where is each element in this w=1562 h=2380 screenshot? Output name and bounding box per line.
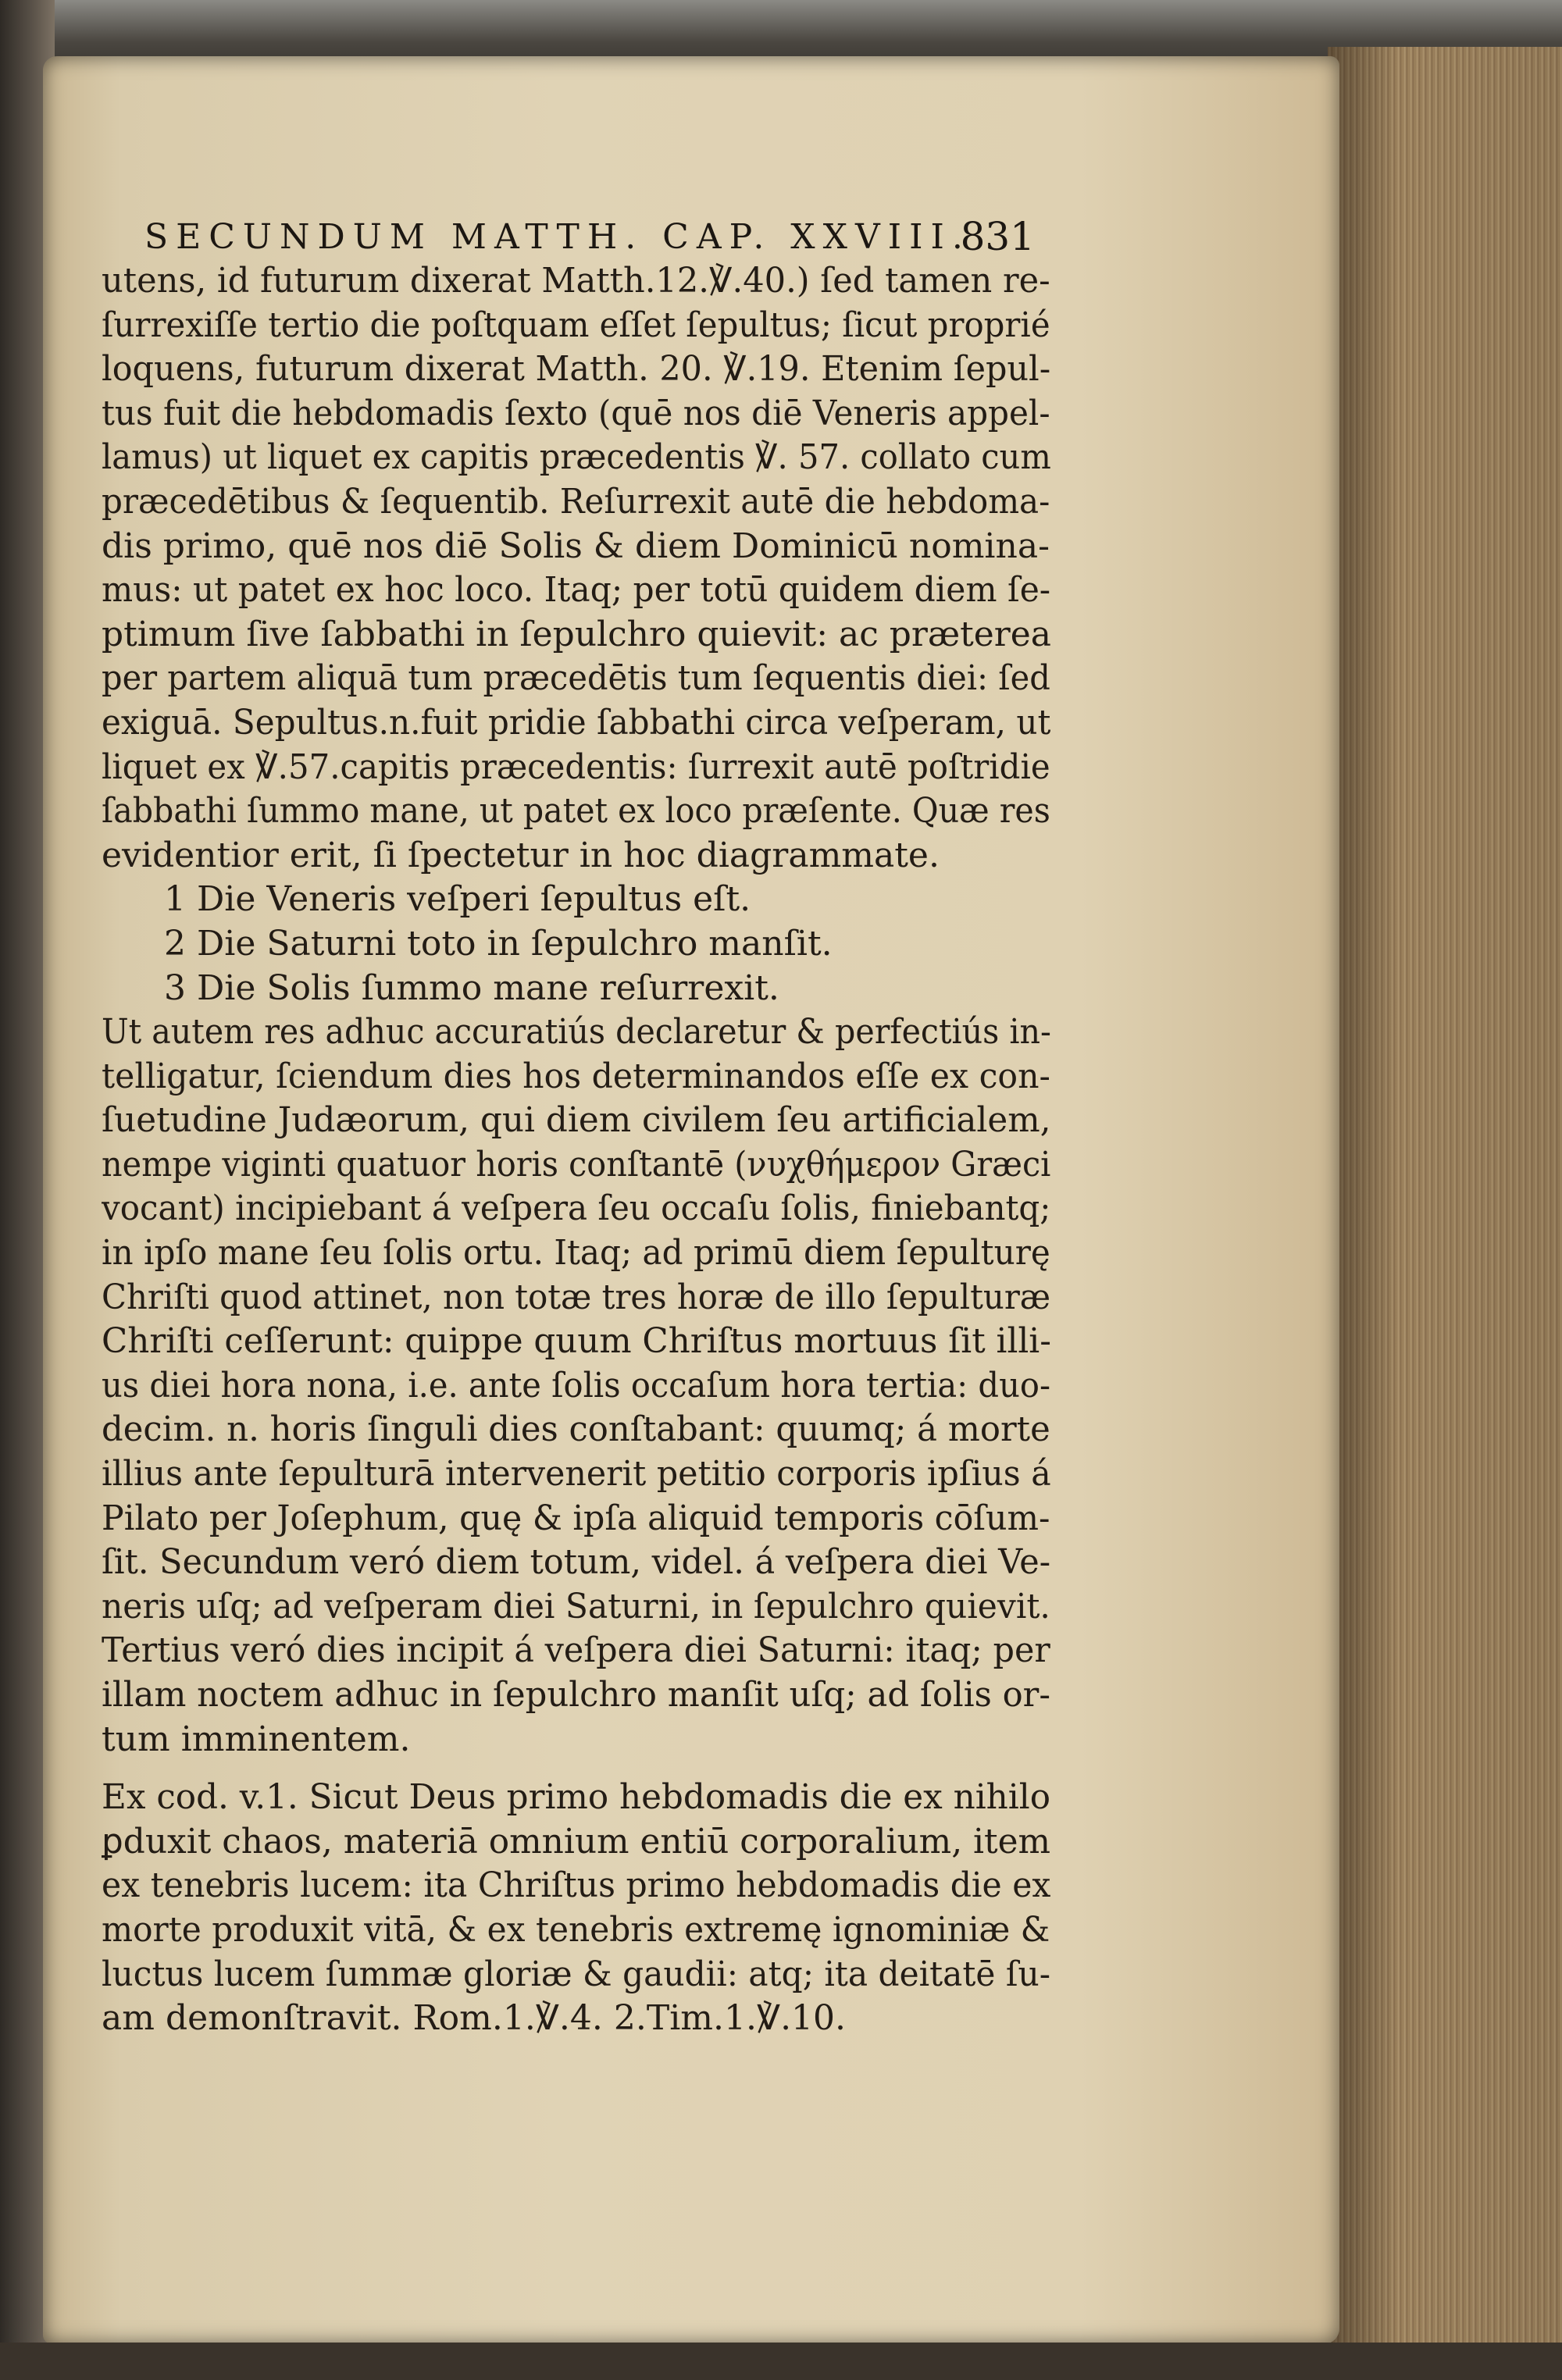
diagram-item: 3 Die Solis ſummo mane reſurrexit. [164,967,779,1008]
text-line: Chriſti quod attinet, non totæ tres horæ de illo ſepulturæ [102,1277,1051,1317]
text-line: exiguā. Sepultus.n.fuit pridie ſabbathi circa veſperam, ut [102,702,1051,743]
text-line: ꝑduxit chaos, materiā omnium entiū corporalium, item [102,1821,1050,1862]
text-line: ex tenebris lucem: ita Chriſtus primo hebdomadis die ex [102,1865,1051,1906]
running-head: SECUNDUM MATTH. CAP. XXVIII. [144,217,971,257]
text-line: ſit. Secundum veró diem totum, videl. á veſpera diei Ve- [102,1542,1051,1583]
text-line: decim. n. horis ſinguli dies conſtabant: quumq; á morte [102,1409,1050,1450]
text-line: am demonſtravit. Rom.1.℣.4. 2.Tim.1.℣.10. [102,1998,847,2039]
text-line: ſurrexiſſe tertio die poſtquam eſſet ſepultus; ſicut proprié [102,305,1050,345]
text-line: ſuetudine Judæorum, qui diem civilem ſeu artificialem, [102,1100,1051,1141]
text-line: Tertius veró dies incipit á veſpera diei Saturni: itaq; per [102,1630,1050,1671]
text-line: Chriſti ceſſerunt: quippe quum Chriſtus mortuus ſit illi- [102,1321,1051,1362]
text-line: ptimum ſive ſabbathi in ſepulchro quievit: ac præterea [102,614,1051,654]
text-line: us diei hora nona, i.e. ante ſolis occaſum hora tertia: duo- [102,1365,1050,1406]
text-line: tum imminentem. [102,1719,411,1759]
text-line: in ipſo mane ſeu ſolis ortu. Itaq; ad primū diem ſepulturę [102,1233,1050,1274]
text-line: mus: ut patet ex hoc loco. Itaq; per totū quidem diem ſe- [102,570,1051,611]
body-text [102,259,1050,2041]
text-line: utens, id futurum dixerat Matth.12.℣.40.) ſed tamen re- [102,261,1050,301]
text-line: evidentior erit, ſi ſpectetur in hoc diagrammate. [102,835,940,875]
table-surface [0,2343,1562,2380]
text-line: ſabbathi ſummo mane, ut patet ex loco præſente. Quæ res [102,791,1050,832]
text-line: per partem aliquā tum præcedētis tum ſequentis diei: ſed [102,658,1050,699]
diagram-item: 1 Die Veneris veſperi ſepultus eſt. [164,879,751,920]
text-line: morte produxit vitā, & ex tenebris extremę ignominiæ & [102,1909,1050,1950]
page-number: 831 [960,214,1035,259]
text-line: lamus) ut liquet ex capitis præcedentis ℣. 57. collato cum [102,437,1051,478]
text-line: vocant) incipiebant á veſpera ſeu occaſu ſolis, finiebantq; [102,1188,1051,1229]
text-line: loquens, futurum dixerat Matth. 20. ℣.19. Etenim ſepul- [102,349,1050,390]
text-line: illius ante ſepulturā intervenerit petitio corporis ipſius á [102,1454,1051,1495]
page-block-shadow [1328,47,1562,2380]
text-line: illam noctem adhuc in ſepulchro manſit uſq; ad ſolis or- [102,1675,1050,1715]
text-line: telligatur, ſciendum dies hos determinandos eſſe ex con- [102,1056,1050,1096]
text-line: liquet ex ℣.57.capitis præcedentis: ſurrexit autē poſtridie [102,746,1050,787]
text-line: Ex cod. v.1. Sicut Deus primo hebdomadis die ex nihilo [102,1777,1050,1818]
diagram-item: 2 Die Saturni toto in ſepulchro manſit. [164,923,833,964]
text-line: Pilato per Joſephum, quę & ipſa aliquid temporis cōſum- [102,1498,1050,1538]
text-line: nempe viginti quatuor horis conſtantē (νυχθήμερον Græci [102,1144,1051,1185]
text-line: neris uſq; ad veſperam diei Saturni, in ſepulchro quievit. [102,1586,1050,1626]
text-line: Ut autem res adhuc accuratiús declaretur & perfectiús in- [102,1012,1051,1053]
text-line: luctus lucem ſummæ gloriæ & gaudii: atq; ita deitatē ſu- [102,1954,1050,1994]
text-line: præcedētibus & ſequentib. Reſurrexit autē die hebdoma- [102,481,1050,522]
text-line: dis primo, quē nos diē Solis & diem Dominicū nomina- [102,526,1050,566]
text-line: tus fuit die hebdomadis ſexto (quē nos diē Veneris appel- [102,393,1050,433]
